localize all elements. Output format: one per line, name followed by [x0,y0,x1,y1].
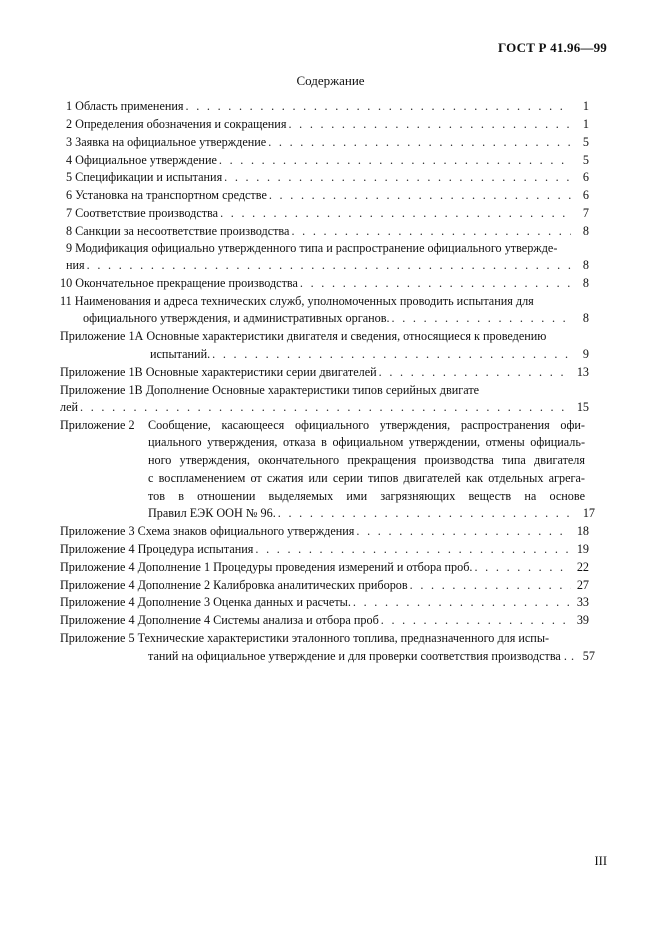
toc-entry-label: 6 Установка на транспортном средстве [66,188,267,202]
toc-entry-6 [66,187,589,203]
toc-entry-page: 27 [576,578,589,592]
toc-entry-appendix-1b [60,364,589,380]
dot-leader [353,594,571,610]
dot-leader [255,541,571,557]
toc-entry-page: 1 [582,99,589,113]
toc-entry-page: 39 [576,613,589,627]
toc-entry-label: 2 Определения обозначения и сокращения [66,117,287,131]
toc-entry-appendix-2 [60,417,135,433]
toc-entry-5 [66,169,589,185]
dot-leader [220,205,571,221]
appendix-2-description-line: ного утверждения, окончательного прекращения производства типа двигателя [148,453,585,467]
toc-entry-2 [66,116,589,132]
toc-entry-page: 8 [582,311,589,325]
toc-entry-label-cont: таний на официальное утверждение и для проверки соответствия производства . [148,649,567,663]
toc-entry-page: 6 [582,170,589,184]
dot-leader [474,559,571,575]
toc-entry-page: 6 [582,188,589,202]
toc-entry-page: 22 [576,560,589,574]
toc-entry-7 [66,205,589,221]
toc-entry-8 [66,223,589,239]
toc-entry-appendix-4 [60,541,589,557]
toc-entry-appendix-4-supplement-4 [60,612,589,628]
dot-leader [392,310,571,326]
appendix-2-description-line: тов в отношении выделяемых ими загрязняющих веществ на основе [148,489,585,503]
toc-entry-page: 9 [582,347,589,361]
toc-entry-label: 10 Окончательное прекращение производства [60,276,298,290]
toc-entry-label: Приложение 2 [60,418,135,432]
toc-entry-label: Приложение 4 Дополнение 2 Калибровка аналитических приборов [60,578,408,592]
toc-entry-11-cont [83,310,589,326]
toc-entry-page: 8 [582,276,589,290]
toc-entry-page: 5 [582,135,589,149]
toc-entry-label: 3 Заявка на официальное утверждение [66,135,267,149]
toc-entry-page: 13 [576,365,589,379]
toc-entry-label: Приложение 1В Дополнение Основные характеристики типов серийных двигате [60,383,480,397]
toc-entry-label: 1 Область применения [66,99,184,113]
dot-leader [291,223,571,239]
toc-entry-9 [66,240,589,256]
toc-entry-label: Приложение 4 Процедура испытания [60,542,254,556]
dot-leader [356,523,571,539]
toc-entry-label-cont: лей [60,400,79,414]
toc-entry-page: 5 [582,153,589,167]
toc-entry-page: 8 [582,224,589,238]
toc-entry-appendix-4-supplement-3 [60,594,589,610]
dot-leader [224,169,571,185]
toc-entry-page: 8 [582,258,589,272]
toc-entry-label: 7 Соответствие производства [66,206,219,220]
toc-entry-page: 15 [576,400,589,414]
toc-entry-label: Приложение 4 Дополнение 4 Системы анализа и отбора проб [60,613,379,627]
dot-leader [379,364,571,380]
toc-entry-9-cont [66,257,589,273]
toc-entry-label: Приложение 5 Технические характеристики эталонного топлива, предназначенного для испы- [60,631,550,645]
toc-entry-page: 7 [582,206,589,220]
toc-entry-label-cont: Правил ЕЭК ООН № 96. [148,506,276,520]
toc-entry-label-cont: ния [66,258,85,272]
toc-entry-label: Приложение 1А Основные характеристики двигателя и сведения, относящиеся к проведению [60,329,547,343]
toc-entry-label: Приложение 4 Дополнение 1 Процедуры проведения измерений и отбора проб. [60,560,473,574]
toc-entry-appendix-2-cont [148,505,595,521]
appendix-2-description-line: циального утверждения, отказа в официальном утверждении, отмены официаль- [148,435,585,449]
toc-entry-appendix-1a-cont [150,346,589,362]
toc-entry-page: 1 [582,117,589,131]
dot-leader [219,152,571,168]
dot-leader [80,399,571,415]
dot-leader [381,612,571,628]
toc-entry-page: 19 [576,542,589,556]
toc-entry-appendix-3 [60,523,589,539]
dot-leader [87,257,571,273]
toc-entry-appendix-1a [60,328,589,344]
toc-entry-4 [66,152,589,168]
toc-entry-3 [66,134,589,150]
toc-entry-page: 18 [576,524,589,538]
toc-entry-label: 4 Официальное утверждение [66,153,217,167]
toc-entry-appendix-4-supplement-1 [60,559,589,575]
dot-leader [278,505,577,521]
page-number: III [594,854,607,868]
toc-entry-label: 5 Спецификации и испытания [66,170,223,184]
toc-entry-label: 8 Санкции за несоответствие производства [66,224,290,238]
dot-leader [268,134,571,150]
toc-entry-10 [60,275,589,291]
toc-entry-page: 57 [582,649,595,663]
dot-leader [571,648,577,664]
toc-entry-appendix-1b-supplement-cont [60,399,589,415]
toc-entry-appendix-4-supplement-2 [60,577,589,593]
toc-entry-label: Приложение 1В Основные характеристики серии двигателей [60,365,377,379]
dot-leader [288,116,571,132]
dot-leader [186,98,571,114]
toc-entry-appendix-1b-supplement [60,382,589,398]
toc-entry-1 [66,98,589,114]
toc-entry-page: 17 [582,506,595,520]
dot-leader [300,275,571,291]
dot-leader [410,577,571,593]
toc-entry-appendix-5 [60,630,549,646]
appendix-2-description-line: с воспламенением от сжатия или серии типов двигателей как отдельных агрега- [148,471,585,485]
toc-entry-label-cont: официального утверждения, и административных органов. [83,311,390,325]
appendix-2-description-line: Сообщение, касающееся официального утверждения, распространения офи- [148,418,585,432]
document-code: ГОСТ Р 41.96—99 [498,40,607,55]
toc-entry-label: Приложение 3 Схема знаков официального утверждения [60,524,355,538]
dot-leader [269,187,571,203]
toc-entry-label: 11 Наименования и адреса технических служб, уполномоченных проводить испытания для [60,294,534,308]
toc-entry-appendix-5-cont [148,648,595,664]
toc-entry-label-cont: испытаний. [150,347,211,361]
toc-entry-11 [60,293,589,309]
toc-entry-label: Приложение 4 Дополнение 3 Оценка данных и расчеты. [60,595,351,609]
toc-entry-label: 9 Модификация официально утвержденного типа и распространение официального утвержде- [66,241,558,255]
dot-leader [212,346,571,362]
toc-entry-page: 33 [576,595,589,609]
page-title: Содержание [296,73,365,88]
